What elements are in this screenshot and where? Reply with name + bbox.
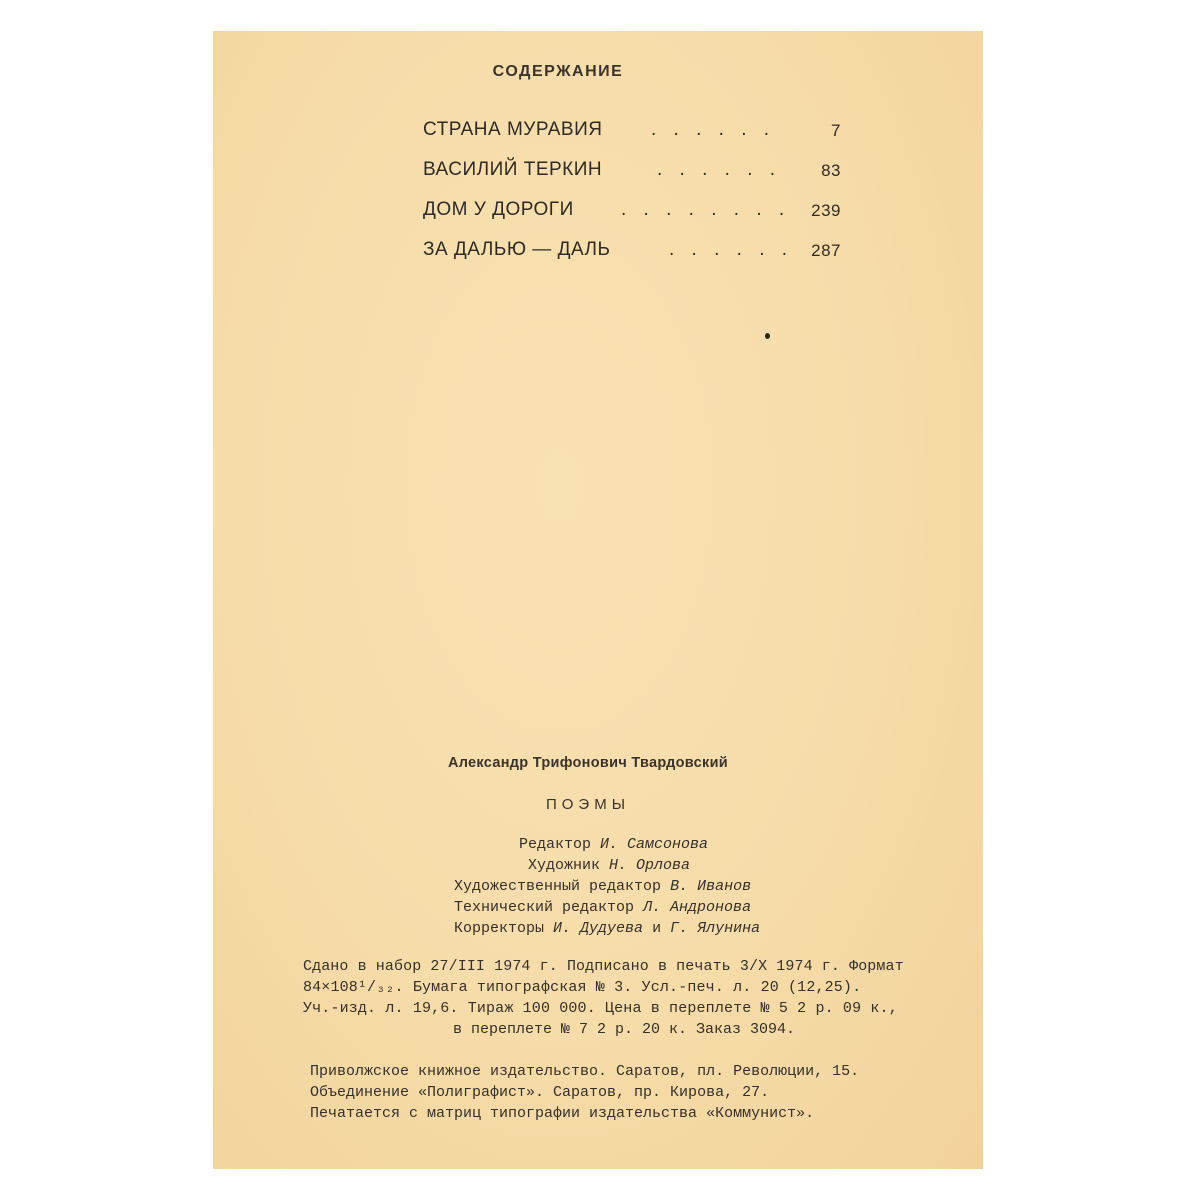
imprint-block [303, 956, 963, 1040]
publisher-line: Приволжское книжное издательство. Саратов, пл. Революции, 15. [310, 1063, 860, 1080]
toc-heading: СОДЕРЖАНИЕ [492, 63, 624, 80]
toc-entry-leader: . . . . . . [657, 159, 782, 180]
ink-speck [765, 333, 770, 339]
credit-role: Корректоры [454, 920, 545, 937]
credit-role: Художник [528, 857, 601, 874]
credit-joiner: и [652, 920, 662, 937]
credit-role: Редактор [519, 836, 592, 853]
toc-entry-title: ДОМ У ДОРОГИ [423, 199, 574, 220]
book-title: ПОЭМЫ [545, 796, 630, 813]
toc-entry-leader: . . . . . . [651, 119, 776, 140]
toc-entry-page: 287 [811, 241, 841, 260]
credit-person: И. Самсонова [600, 836, 709, 853]
book-page [213, 31, 983, 1169]
credit-person: Г. Ялунина [670, 920, 761, 937]
publisher-line: Объединение «Полиграфист». Саратов, пр. Кирова, 27. [310, 1084, 770, 1101]
toc-entry-page: 7 [831, 121, 841, 140]
toc-entry-page: 83 [821, 161, 841, 180]
credit-editor [519, 834, 708, 855]
imprint-line: Уч.-изд. л. 19,6. Тираж 100 000. Цена в переплете № 5 2 р. 09 к., [303, 1000, 898, 1017]
toc-entry [423, 119, 841, 159]
publisher-line: Печатается с матриц типографии издательства «Коммунист». [310, 1105, 815, 1122]
toc-entry-title: ВАСИЛИЙ ТЕРКИН [423, 159, 603, 180]
toc-entry-title: СТРАНА МУРАВИЯ [423, 119, 603, 140]
credit-person: В. Иванов [670, 878, 752, 895]
toc-entry-title: ЗА ДАЛЬЮ — ДАЛЬ [423, 239, 611, 260]
credit-artist [528, 855, 690, 876]
toc-entry-leader: . . . . . . [669, 239, 794, 260]
credit-role: Технический редактор [454, 899, 635, 916]
credit-person: Л. Андронова [643, 899, 752, 916]
toc-entry [423, 199, 841, 239]
toc-entry [423, 239, 841, 279]
toc-entry-page: 239 [811, 201, 841, 220]
author-name: Александр Трифонович Твардовский [447, 755, 729, 771]
imprint-line: 84×108¹/₃₂. Бумага типографская № 3. Усл.-печ. л. 20 (12,25). [303, 979, 862, 996]
credit-person: Н. Орлова [609, 857, 691, 874]
credit-role: Художественный редактор [454, 878, 662, 895]
publisher-block [310, 1061, 970, 1124]
imprint-line: в переплете № 7 2 р. 20 к. Заказ 3094. [453, 1021, 796, 1038]
credit-proofreaders [454, 918, 760, 939]
table-of-contents [423, 119, 841, 279]
credit-art-editor [454, 876, 751, 897]
toc-entry-leader: . . . . . . . . [621, 199, 791, 220]
toc-entry [423, 159, 841, 199]
credit-tech-editor [454, 897, 751, 918]
imprint-line: Сдано в набор 27/III 1974 г. Подписано в печать 3/X 1974 г. Формат [303, 958, 904, 975]
credit-person: И. Дудуева [553, 920, 644, 937]
